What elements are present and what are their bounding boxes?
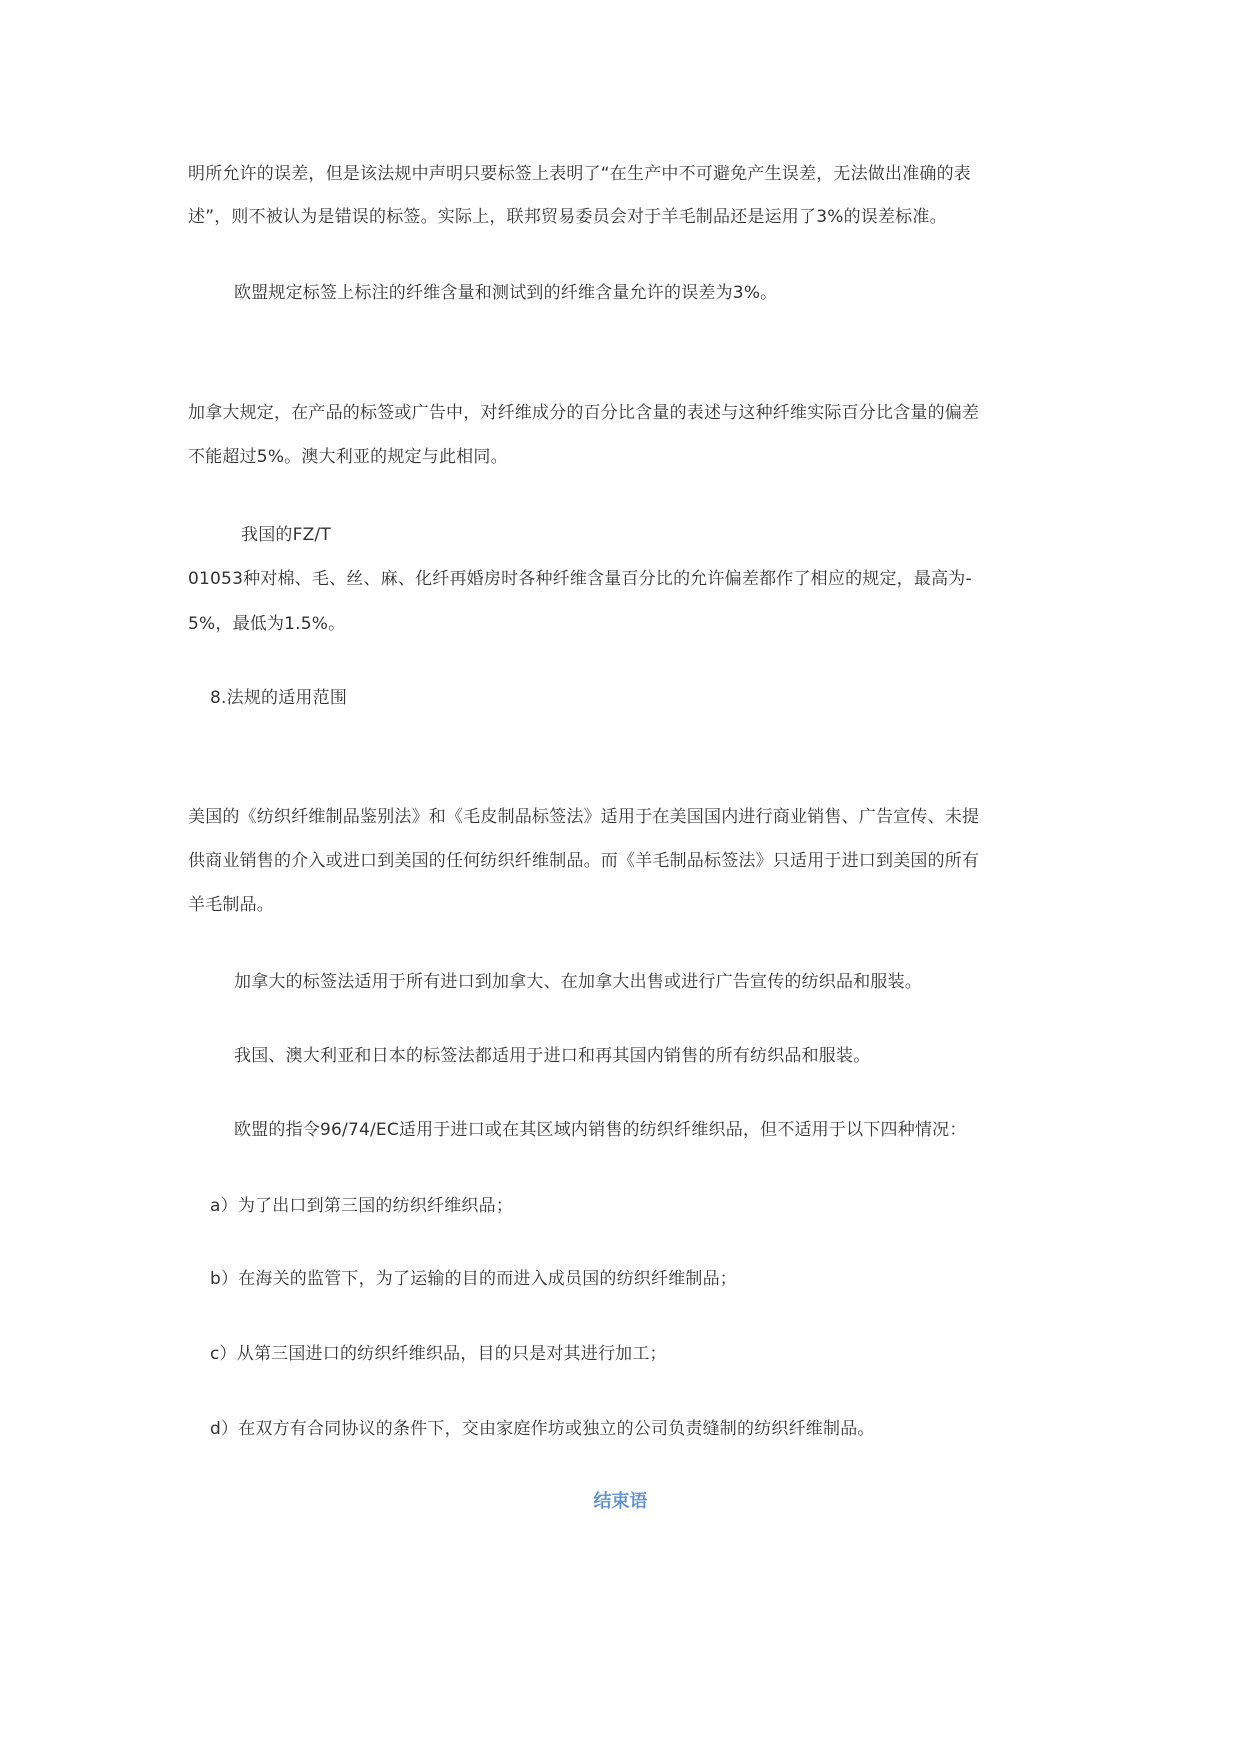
paragraph-line: 我国的FZ/T [241, 525, 331, 545]
paragraph-line: 明所允许的误差，但是该法规中声明只要标签上表明了“在生产中不可避免产生误差，无法做出准确的表 [188, 164, 972, 184]
paragraph-line: 我国、澳大利亚和日本的标签法都适用于进口和再其国内销售的所有纺织品和服装。 [234, 1046, 871, 1066]
section-heading: 8.法规的适用范围 [210, 688, 348, 708]
paragraph-line: 羊毛制品。 [188, 895, 274, 915]
paragraph-line: 美国的《纺织纤维制品鉴别法》和《毛皮制品标签法》适用于在美国国内进行商业销售、广告宣传、未提 [188, 807, 980, 827]
list-item: d）在双方有合同协议的条件下，交由家庭作坊或独立的公司负责缝制的纺织纤维制品。 [210, 1419, 875, 1439]
paragraph-line: 加拿大规定，在产品的标签或广告中，对纤维成分的百分比含量的表述与这种纤维实际百分比含量的偏差 [188, 403, 980, 423]
list-item: c）从第三国进口的纺织纤维织品，目的只是对其进行加工； [210, 1344, 667, 1364]
list-item: b）在海关的监管下，为了运输的目的而进入成员国的纺织纤维制品； [210, 1269, 737, 1289]
list-item: a）为了出口到第三国的纺织纤维织品； [210, 1196, 514, 1216]
paragraph-line: 5%，最低为1.5%。 [188, 614, 346, 634]
paragraph-line: 01053种对棉、毛、丝、麻、化纤再婚房时各种纤维含量百分比的允许偏差都作了相应的规定，最高为- [188, 569, 972, 589]
paragraph-line: 供商业销售的介入或进口到美国的任何纺织纤维制品。而《羊毛制品标签法》只适用于进口到美国的所有 [188, 851, 980, 871]
paragraph-line: 述”，则不被认为是错误的标签。实际上，联邦贸易委员会对于羊毛制品还是运用了3%的误差标准。 [188, 207, 947, 227]
paragraph-line: 欧盟的指令96/74/EC适用于进口或在其区域内销售的纺织纤维织品，但不适用于以下四种情况： [234, 1120, 967, 1140]
closing-heading: 结束语 [593, 1491, 648, 1512]
paragraph-line: 不能超过5%。澳大利亚的规定与此相同。 [188, 447, 508, 467]
paragraph-line: 欧盟规定标签上标注的纤维含量和测试到的纤维含量允许的误差为3%。 [234, 283, 778, 303]
paragraph-line: 加拿大的标签法适用于所有进口到加拿大、在加拿大出售或进行广告宣传的纺织品和服装。 [234, 972, 922, 992]
